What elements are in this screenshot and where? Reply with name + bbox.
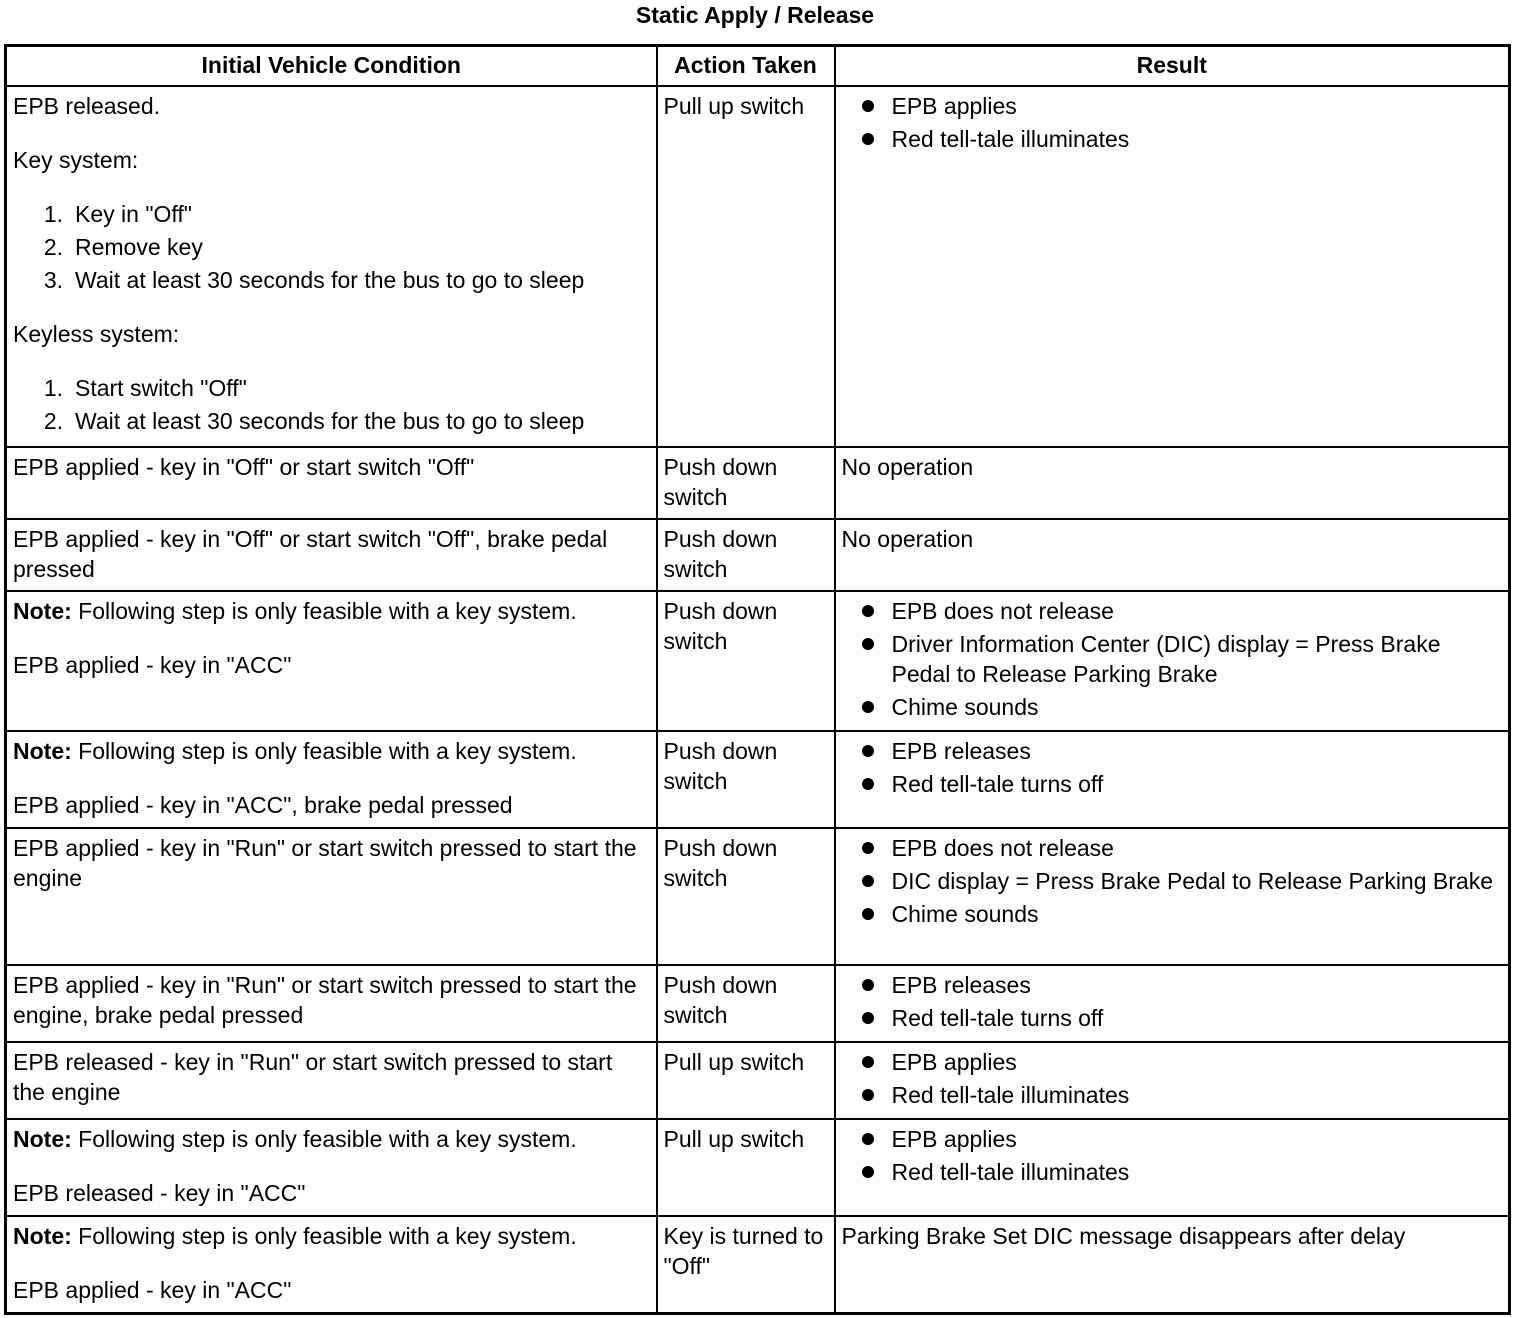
result-text: EPB does not release [891,598,1114,624]
result-text: Red tell-tale turns off [891,771,1104,797]
list-item [842,899,1503,929]
step-number: 1. [43,201,63,227]
result-list [842,1047,1503,1110]
note-paragraph [13,1221,650,1251]
action-cell: Push down switch [657,828,835,965]
step-text: Remove key [75,234,203,260]
keyless-system-steps [13,373,650,439]
action-cell: Pull up switch [657,1119,835,1216]
list-item [842,1080,1503,1110]
bullet-icon [842,736,892,766]
action-cell: Push down switch [657,965,835,1042]
list-item [13,232,650,265]
table-row [6,519,1510,591]
action-cell: Push down switch [657,731,835,828]
result-text: EPB releases [891,738,1031,764]
table-row [6,86,1510,447]
result-list [842,91,1503,154]
result-list [842,736,1503,799]
note-text: Following step is only feasible with a key system. [78,598,577,624]
condition-cell [6,1216,657,1313]
list-item [13,406,650,439]
result-text: Red tell-tale illuminates [891,126,1130,152]
condition-intro: EPB released. [13,93,161,119]
note-label: Note: [13,738,72,764]
step-text: Start switch "Off" [75,375,247,401]
bullet-icon [842,1080,892,1110]
table-row [6,1216,1510,1313]
result-list [842,596,1503,722]
action-cell: Push down switch [657,591,835,731]
list-item [842,1047,1503,1077]
bullet-icon [842,1047,892,1077]
action-cell: Key is turned to "Off" [657,1216,835,1313]
table-row [6,828,1510,965]
bullet-icon [842,899,892,929]
key-system-steps [13,199,650,298]
condition-cell [6,731,657,828]
result-text: DIC display = Press Brake Pedal to Release Parking Brake [891,868,1493,894]
condition-text: EPB applied - key in "ACC", brake pedal pressed [13,792,513,818]
result-text: EPB does not release [891,835,1114,861]
result-cell: No operation [835,447,1510,519]
list-item [842,736,1503,766]
list-item [13,199,650,232]
result-text: Chime sounds [891,694,1039,720]
step-text: Wait at least 30 seconds for the bus to go to sleep [75,267,585,293]
key-system-heading: Key system: [13,147,139,173]
bullet-icon [842,124,892,154]
header-row [6,46,1510,87]
list-item [842,629,1503,689]
result-cell [835,86,1510,447]
note-paragraph [13,596,650,626]
result-cell: Parking Brake Set DIC message disappears after delay [835,1216,1510,1313]
result-list [842,1124,1503,1187]
bullet-icon [842,1003,892,1033]
table-row [6,1042,1510,1119]
list-item [13,373,650,406]
bullet-icon [842,833,892,863]
condition-cell: EPB applied - key in "Run" or start switch pressed to start the engine, brake pedal pressed [6,965,657,1042]
bullet-icon [842,970,892,1000]
note-text: Following step is only feasible with a key system. [78,738,577,764]
list-item [842,124,1503,154]
result-text: EPB releases [891,972,1031,998]
bullet-icon [842,629,892,689]
header-result: Result [835,46,1510,87]
step-text: Key in "Off" [75,201,192,227]
table-row [6,591,1510,731]
table-row [6,965,1510,1042]
list-item [13,265,650,298]
action-cell: Pull up switch [657,1042,835,1119]
step-number: 1. [43,375,63,401]
condition-cell: EPB applied - key in "Off" or start switch "Off", brake pedal pressed [6,519,657,591]
result-text: EPB applies [891,1126,1017,1152]
step-number: 2. [43,234,63,260]
action-cell: Push down switch [657,519,835,591]
list-item [842,1124,1503,1154]
condition-cell: EPB applied - key in "Off" or start switch "Off" [6,447,657,519]
step-number: 2. [43,408,63,434]
static-apply-release-table [4,44,1511,1315]
bullet-icon [842,866,892,896]
list-item [842,769,1503,799]
action-cell: Pull up switch [657,86,835,447]
bullet-icon [842,91,892,121]
note-text: Following step is only feasible with a key system. [78,1223,577,1249]
note-paragraph [13,1124,650,1154]
list-item [842,692,1503,722]
bullet-icon [842,1157,892,1187]
note-label: Note: [13,1223,72,1249]
result-cell: No operation [835,519,1510,591]
result-cell [835,1042,1510,1119]
keyless-system-heading: Keyless system: [13,321,180,347]
note-paragraph [13,736,650,766]
condition-cell [6,1119,657,1216]
list-item [842,866,1503,896]
action-cell: Push down switch [657,447,835,519]
condition-text: EPB applied - key in "ACC" [13,652,292,678]
result-text: Chime sounds [891,901,1039,927]
table-title: Static Apply / Release [635,2,875,28]
bullet-icon [842,1124,892,1154]
result-cell [835,965,1510,1042]
header-initial-vehicle-condition: Initial Vehicle Condition [6,46,657,87]
result-list [842,970,1503,1033]
note-text: Following step is only feasible with a key system. [78,1126,577,1152]
result-text: Driver Information Center (DIC) display = Press Brake Pedal to Release Parking Brake [891,631,1441,687]
result-text: EPB applies [891,93,1017,119]
table-row [6,1119,1510,1216]
condition-text: EPB released - key in "ACC" [13,1180,306,1206]
bullet-icon [842,769,892,799]
list-item [842,970,1503,1000]
list-item [842,91,1503,121]
list-item [842,596,1503,626]
result-text: Red tell-tale turns off [891,1005,1104,1031]
header-action-taken: Action Taken [657,46,835,87]
step-number: 3. [43,267,63,293]
condition-cell: EPB applied - key in "Run" or start switch pressed to start the engine [6,828,657,965]
result-cell [835,731,1510,828]
result-text: EPB applies [891,1049,1017,1075]
condition-cell [6,86,657,447]
list-item [842,1003,1503,1033]
condition-cell [6,591,657,731]
list-item [842,833,1503,863]
table-row [6,731,1510,828]
result-cell [835,1119,1510,1216]
result-list [842,833,1503,929]
condition-cell: EPB released - key in "Run" or start switch pressed to start the engine [6,1042,657,1119]
table-row [6,447,1510,519]
list-item [842,1157,1503,1187]
result-cell [835,591,1510,731]
bullet-icon [842,692,892,722]
condition-text: EPB applied - key in "ACC" [13,1277,292,1303]
bullet-icon [842,596,892,626]
result-cell [835,828,1510,965]
result-text: Red tell-tale illuminates [891,1082,1130,1108]
result-text: Red tell-tale illuminates [891,1159,1130,1185]
note-label: Note: [13,598,72,624]
note-label: Note: [13,1126,72,1152]
step-text: Wait at least 30 seconds for the bus to go to sleep [75,408,585,434]
